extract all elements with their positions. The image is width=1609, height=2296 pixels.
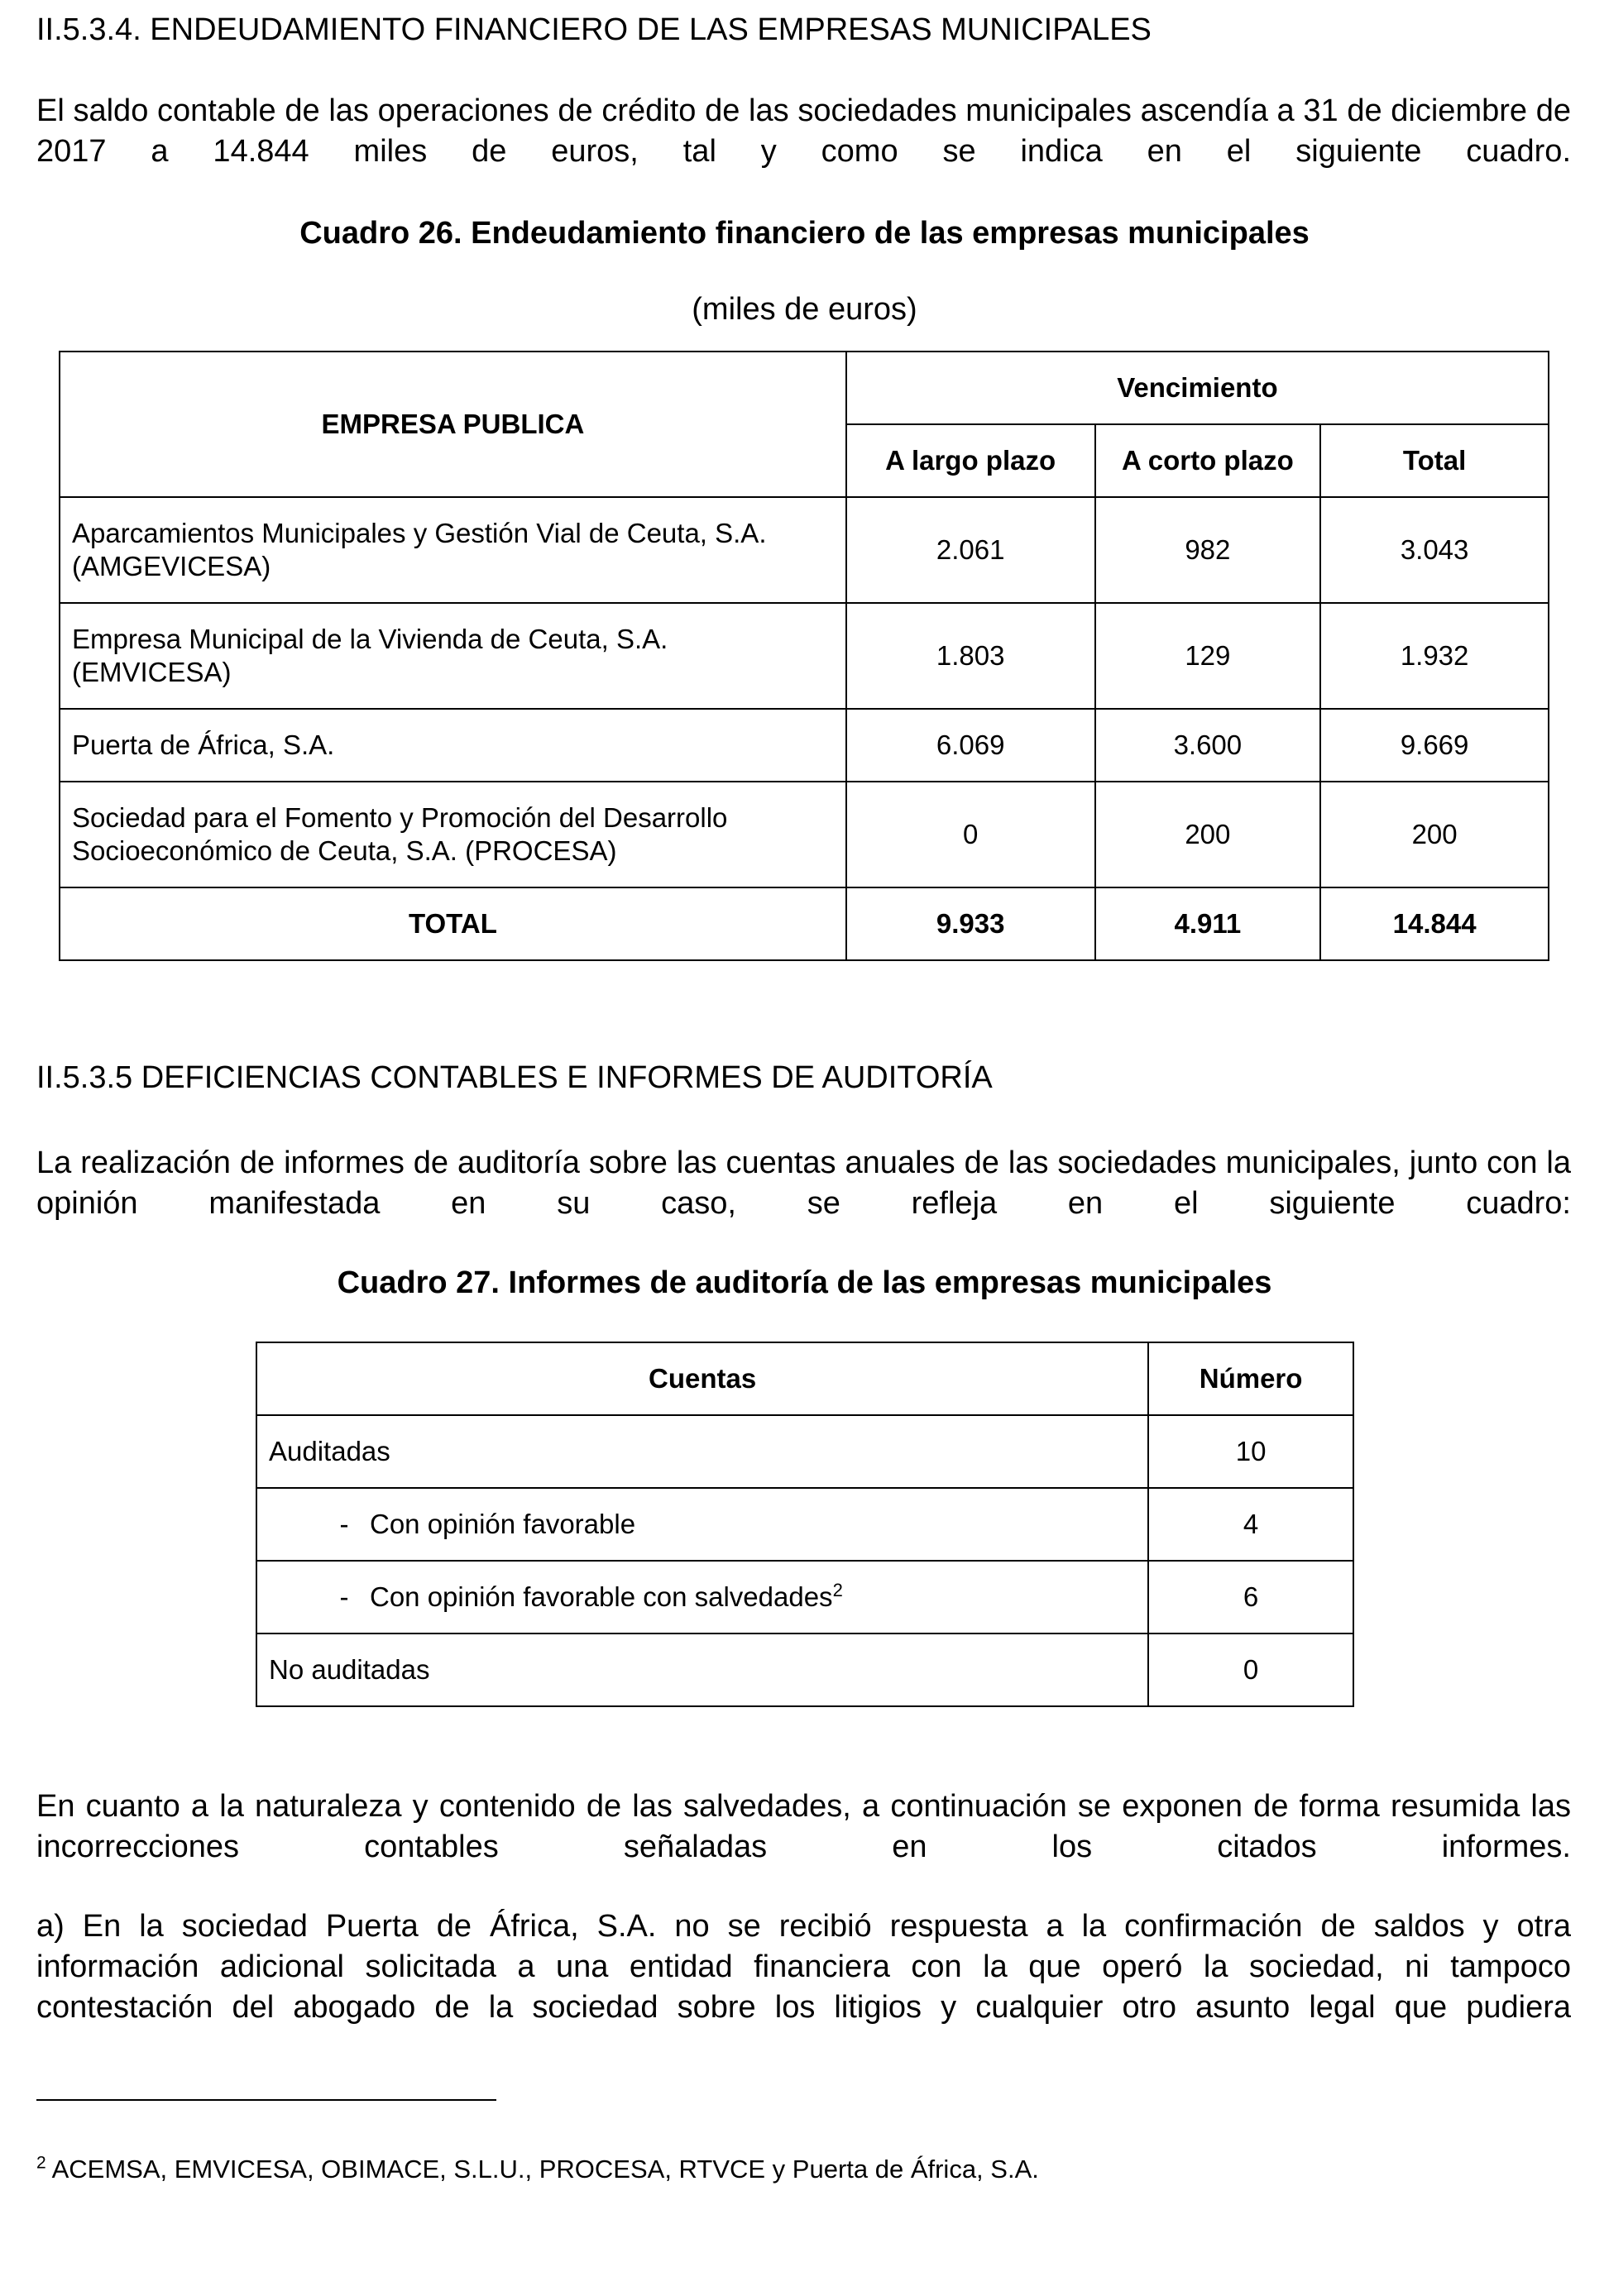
total-value: 1.932 <box>1320 603 1549 709</box>
table27-caption: Cuadro 27. Informes de auditoría de las empresas municipales <box>337 1265 1272 1300</box>
total-label: TOTAL <box>60 887 846 960</box>
company-name <box>60 603 846 709</box>
audit-row-label <box>256 1561 1148 1634</box>
table-row <box>60 603 1549 709</box>
company-name-line: Empresa Municipal de la Vivienda de Ceuta, S.A. <box>72 624 668 654</box>
table26-unit: (miles de euros) <box>692 292 917 327</box>
table-row <box>60 782 1549 887</box>
paragraph-puerta-africa-text: a) En la sociedad Puerta de África, S.A. no se recibió respuesta a la confirmación de saldos y otra información adicional solicitada a una entidad financiera con la que operó la sociedad, ni tampoco contestación del abogado de la sociedad sobre los litigios y cualquier otro asunto legal que pudiera <box>36 1909 1571 2025</box>
header-cuentas: Cuentas <box>256 1342 1148 1415</box>
company-name-line: Socioeconómico de Ceuta, S.A. (PROCESA) <box>72 835 617 866</box>
audit-row-label-text: Con opinión favorable <box>370 1509 636 1539</box>
table-row <box>60 497 1549 603</box>
long-term-value: 6.069 <box>846 709 1095 782</box>
company-name-line: (EMVICESA) <box>72 657 232 687</box>
long-term-value: 2.061 <box>846 497 1095 603</box>
header-total: Total <box>1320 424 1549 497</box>
table-row <box>256 1634 1353 1706</box>
section-heading-deficiencias: II.5.3.5 DEFICIENCIAS CONTABLES E INFORMES DE AUDITORÍA <box>36 1060 993 1095</box>
footnote <box>36 2153 1039 2186</box>
short-term-value: 982 <box>1095 497 1321 603</box>
header-corto-plazo: A corto plazo <box>1095 424 1321 497</box>
short-term-value: 200 <box>1095 782 1321 887</box>
section-heading-endeudamiento: II.5.3.4. ENDEUDAMIENTO FINANCIERO DE LAS EMPRESAS MUNICIPALES <box>36 12 1152 47</box>
total-row <box>60 887 1549 960</box>
company-name-line: (AMGEVICESA) <box>72 551 271 581</box>
long-term-value: 0 <box>846 782 1095 887</box>
footnote-separator <box>36 2099 496 2101</box>
audit-row-label <box>256 1488 1148 1561</box>
paragraph-salvedades-text: En cuanto a la naturaleza y contenido de las salvedades, a continuación se exponen de forma resumida las incorrecciones contables señaladas en los citados informes. <box>36 1789 1571 1864</box>
paragraph-auditoria <box>36 1143 1571 1224</box>
header-empresa-publica: EMPRESA PUBLICA <box>60 352 846 497</box>
paragraph-salvedades <box>36 1787 1571 1868</box>
list-dash: - <box>339 1509 349 1539</box>
debt-table <box>59 351 1549 961</box>
footnote-mark: 2 <box>36 2153 46 2173</box>
paragraph-endeudamiento-text: El saldo contable de las operaciones de crédito de las sociedades municipales ascendía a 31 de diciembre de 2017 a 14.844 miles de euros, tal y como se indica en el siguiente cuadro. <box>36 93 1571 169</box>
total-long-term: 9.933 <box>846 887 1095 960</box>
table26-caption: Cuadro 26. Endeudamiento financiero de las empresas municipales <box>299 216 1310 251</box>
header-numero: Número <box>1148 1342 1353 1415</box>
short-term-value: 129 <box>1095 603 1321 709</box>
total-short-term: 4.911 <box>1095 887 1321 960</box>
grand-total: 14.844 <box>1320 887 1549 960</box>
table-row <box>256 1561 1353 1634</box>
debt-table-header-row-1 <box>60 352 1549 424</box>
paragraph-endeudamiento <box>36 91 1571 172</box>
short-term-value: 3.600 <box>1095 709 1321 782</box>
table-row <box>60 709 1549 782</box>
audit-table-header-row <box>256 1342 1353 1415</box>
list-dash: - <box>339 1581 349 1612</box>
header-largo-plazo: A largo plazo <box>846 424 1095 497</box>
paragraph-puerta-africa <box>36 1906 1571 2028</box>
footnote-reference[interactable]: 2 <box>832 1580 843 1600</box>
total-value: 3.043 <box>1320 497 1549 603</box>
table-row <box>256 1415 1353 1488</box>
header-vencimiento: Vencimiento <box>846 352 1549 424</box>
company-name <box>60 782 846 887</box>
paragraph-auditoria-text: La realización de informes de auditoría sobre las cuentas anuales de las sociedades municipales, junto con la opinión manifestada en su caso, se refleja en el siguiente cuadro: <box>36 1146 1571 1221</box>
company-name-line: Sociedad para el Fomento y Promoción del Desarrollo <box>72 802 728 833</box>
table-row <box>256 1488 1353 1561</box>
company-name: Puerta de África, S.A. <box>60 709 846 782</box>
audit-row-value: 10 <box>1148 1415 1353 1488</box>
company-name-line: Aparcamientos Municipales y Gestión Vial de Ceuta, S.A. <box>72 518 767 548</box>
footnote-text: ACEMSA, EMVICESA, OBIMACE, S.L.U., PROCESA, RTVCE y Puerta de África, S.A. <box>51 2155 1039 2184</box>
company-name <box>60 497 846 603</box>
audit-row-label-text: Con opinión favorable con salvedades <box>370 1581 833 1612</box>
audit-row-value: 0 <box>1148 1634 1353 1706</box>
audit-row-value: 6 <box>1148 1561 1353 1634</box>
total-value: 9.669 <box>1320 709 1549 782</box>
total-value: 200 <box>1320 782 1549 887</box>
long-term-value: 1.803 <box>846 603 1095 709</box>
audit-row-value: 4 <box>1148 1488 1353 1561</box>
audit-table <box>256 1342 1354 1707</box>
audit-row-label: No auditadas <box>256 1634 1148 1706</box>
audit-row-label: Auditadas <box>256 1415 1148 1488</box>
